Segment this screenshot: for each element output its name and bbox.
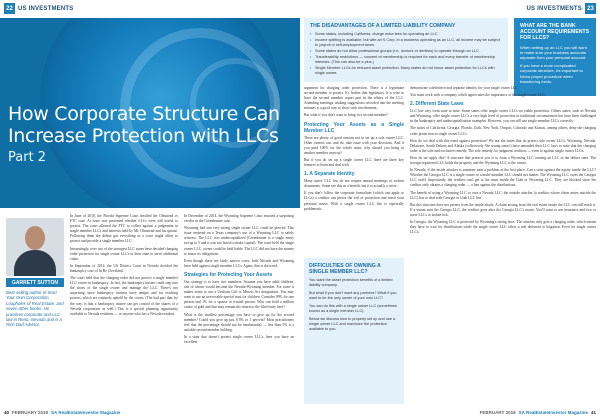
disadvantages-box	[304, 18, 508, 82]
hero-banner	[0, 18, 300, 208]
article-column-4	[410, 86, 596, 404]
article-part: Part 2	[8, 150, 47, 165]
right-page	[300, 0, 600, 419]
paragraph: argument for charging order protection. There is a legitimate second member to protect. It's further that legitimacy. It is wise to have the second member report part in the affairs of the LLC. Attending meetings, making suggestions recorded into the meeting minutes is a good way to show such involvement.	[304, 86, 404, 111]
list-item: • Some states, including California, charge extra fees for operating an LLC.	[310, 32, 502, 37]
author-photo	[6, 218, 64, 276]
sidebox-paragraph: When setting up an LLC you will want to make sure your business accounts separate from your personal account.	[520, 44, 587, 61]
paragraph: In December of 2014, the Wyoming Supreme Court enacted a surprising verdict in the Greenhunter case.	[184, 214, 294, 224]
paragraph: What is the smallest percentage you have to give up for the second member? Could you give up just 0.5% or 1 percent? Most practitioners feel that the percentage should not be insubstantial — less than 5% is a suitable second member holding.	[184, 312, 294, 332]
footer	[4, 408, 120, 417]
paragraph: LLC law vary from state to state. Some states offer single owner LLCs no viable protection. Others states, such as Nevada and Wyoming, offer single owner LLCs a very high level of protection in traditional circumstances but have been challenged in the bankruptcy and undercapitalization examples. However, you can still use single member LLCs correctly.	[410, 109, 596, 124]
footer-page-number: 40	[4, 410, 10, 415]
disadvantages-list	[310, 32, 502, 76]
subheading: Protecting Your Assets as a Single Member LLC	[304, 121, 404, 134]
author-body	[14, 250, 56, 276]
sidebox-title: WHAT ARE THE BANK ACCOUNT REQUIREMENTS FOR LLCS?	[520, 23, 590, 42]
box-paragraph: But what if you don't want any partners? What if you want to be the only owner of your own LLC?	[309, 291, 397, 301]
paragraph: The benefit of using a Wyoming LLC to own a Nevada LLC, the outside attacker (a creditor whose claim arises outside the LLC) has to deal with Georgia or Utah LLC law.	[410, 190, 596, 200]
subheading: Strategies for Protecting Your Assets	[184, 271, 273, 278]
list-item: • Single Member LLCs for reduced asset protection. Many states do not honor asset protection for LLCs with single owner.	[310, 66, 502, 76]
paragraph: Many states' LLC law do not require annual meetings or written documents. Some see this as a benefit, but it is actually a curse.	[304, 179, 404, 189]
paragraph: How do we deal with this trend against protection? We use the states that do protect sole owner LLCs. Wyoming, Nevada, Delaware, South Dakota and Alaska (collectively 'the strong states') have amended their LLC laws to state that the charging order is the sole and exclusive remedy. The sole remedy for judgment creditors — even to against single owner LLCs.	[410, 138, 596, 153]
paragraph: But what if you don't want to bring in a second member?	[304, 113, 388, 118]
footer-page-number: 41	[590, 410, 596, 415]
paragraph: Our strategy is to have two members. Assume you have adult children, one of whom would become the Nevada-Wyoming member. For some it makes sense to use a Uniform Gift to Minors Act designation. You may want to use an irrevocable special trust for children. Consider 99% for one person and 1% for a spouse or trusted person. Who can hold a million ounce of gold and that may remain the return to the filed entry here?	[184, 279, 294, 310]
box-paragraph: You can do this with a single owner LLC (sometimes known as a single member LLC).	[309, 304, 397, 314]
paragraph: But this structure does not protect from the inside attack. A claim arising from the real estate inside the LLC can still reach it. If a tenant sues the Georgia LLC, the creditor goes after the Georgia LLC's assets. You'll want to use insurance and two or more LLCs to isolate risk.	[410, 202, 596, 217]
article-column-1	[70, 214, 178, 404]
list-item: • Transferability restrictions — consent of membership is required for each and every transfer of membership interests. (This can also be a plus.)	[310, 55, 502, 65]
article-column-2	[184, 214, 294, 404]
paragraph: Wyoming had one very strong single owner LLC could be pierced. This issue centered on a Texas company's use of a Wyoming LLC to safely reinvest. The LLC was undercapitalized (Greenhunter is a single entity not up to 5 and it was not listed to make capital). The court held the single owner LLC, owner could be held liable. The LLC did not have the money to honor its obligations.	[184, 226, 294, 256]
section-label: US INVESTMENTS	[526, 5, 582, 12]
paragraph: The states of California, Georgia, Florida, Utah, New York, Oregon, Colorado and Kansas, among others, deny the charging order protection to single owner LLCs.	[410, 126, 596, 136]
paragraph: But if you do set up a single owner LLC there are three key features to learn and deal with.	[304, 157, 404, 168]
footer-date: FEBRUARY 2018	[12, 410, 49, 415]
paragraph: In a state that doesn't protect single owner LLCs, here you have an excellent	[184, 334, 294, 344]
footer-site: SA RealEstateInvestor Magazine	[51, 410, 121, 415]
list-item: • Some states do not allow professional groups (i.e., doctors or dentists) to operate through an LLC.	[310, 49, 502, 54]
paragraph: The court held that the charging order did not protect a single member LLC owner in bankruptcy. In fact, the bankruptcy trustee could step into the shoes of the single owner and manage the LLC. There's not surprising since bankruptcy trustees have unique and far reaching powers, which are routinely upheld by the courts. (The bad part that, by the way, is that a bankruptcy trustee can get control of the shares of a Nevada corporation as well.) This is a special planning opportunity available to Nevada residents — or anyone who has a Nevada resident.	[70, 276, 178, 316]
paragraph: If you don't follow the corporate formalities (which can apply to LLCs) a creditor can pierce the veil of protection and reach your personal assets. With a single owner LLC this is especially problematic.	[304, 191, 404, 211]
page-number-badge: 22	[4, 3, 15, 14]
sidebox-paragraph: If you have a more complicated corporate structure, it's important to follow proper procedure when transferring funds.	[520, 63, 583, 84]
author-name: GARRETT SUTTON	[6, 278, 64, 287]
paragraph: demonstrate a definitive and separate identity for your single owner LLC.	[410, 86, 519, 90]
page-number-badge: 23	[585, 3, 596, 14]
footer	[477, 408, 596, 417]
list-item: • Income splitting is available, but with an S Corp, in a business operating as an LLC, all income may be subject to payroll or self-employment taxes.	[310, 38, 502, 48]
paragraph: How do we apply this? A structure that protects you is to form a Wyoming LLC owning an LLC in the debtor state. The foreign-registered LLC holds the property and the Wyoming LLC is the owner.	[410, 155, 596, 166]
paragraph: In Georgia, the Wyoming LLC is protected by Wyoming's strong laws. The attacker only gets a charging order, which means they have to wait for distributions while the single owner LLC offers a real deterrent to litigation. Even for single owner LLCs.	[410, 219, 596, 235]
paragraph: There are plenty of good reasons not to set up a sole owner LLC. Other owners can, and do, take issue with your decisions. And if you paid 100% for the whole asset, why should you bring in another member anyway?	[304, 135, 404, 155]
author-head	[25, 226, 45, 250]
paragraph: You must work with a company which appreciates the importance of the single owner LLC.	[410, 93, 546, 98]
article-column-3	[304, 86, 404, 254]
section-label: US INVESTMENTS	[18, 5, 74, 12]
author-bio: Best-selling author of Start Your Own Corporation, Loopholes of Real Estate, and seven other books. He practices corporate and LLC law in Reno, Nevada and is a Rich Dad Advisor.	[6, 290, 64, 328]
section-header	[524, 3, 596, 14]
subheading: 2. Different State Laws	[410, 101, 464, 108]
bank-account-sidebox	[514, 18, 596, 96]
paragraph: In Nevada, if the inside attacker is someone near a problem at the first place. Can a state against the equity inside the LLC? Whether the Georgia LLC is a single owner or a multi-member LLC should not matter. The Wyoming LLC owns the Georgia LLC itself. Importantly, the creditor can't get at the asset inside the Utah or Wyoming LLC. They are blocked since the creditor only obtains a charging order — a lien against the distributions.	[410, 168, 596, 188]
paragraph: Interestingly, over two of the strongest LLC states have decided charging order protection for single owner LLCs in their state to serve additional value.	[70, 246, 178, 261]
box-paragraph: You want the asset protection benefits of a limited liability company.	[309, 278, 393, 288]
box-title: THE DISADVANTAGES OF A LIMITED LIABILITY COMPANY	[310, 23, 456, 29]
footer-site: SA RealEstateInvestor Magazine	[518, 410, 588, 415]
section-header	[4, 3, 73, 14]
paragraph: In June of 2010, the Florida Supreme Court decided the Olmstead vs FTC case. At issue was presented whether LLCs were still useful to protect. The court allowed the FTC to collect against a judgement in single member LLCs and interests held by Mr. Olmstead and his spouse. Following them the debtor got everything as a court might allow to protect and provide a single member LLC.	[70, 214, 178, 244]
paragraph: In September of 2014, the US District Court in Nevada decided the bankruptcy case of In Re Cleveland.	[70, 263, 178, 273]
difficulties-box	[304, 258, 404, 404]
article-title: How Corporate Structure Can Increase Protection with LLCs	[8, 103, 280, 147]
box-paragraph: Below we discuss how to properly set up and use a single owner LLC and maximize the protection available to you.	[309, 317, 396, 332]
footer-date: FEBRUARY 2018	[479, 410, 516, 415]
subheading: 1. A Separate Identity	[304, 171, 355, 178]
box-title: DIFFICULTIES OF OWNING A SINGLE MEMBER LLC?	[309, 263, 381, 276]
paragraph: Even though these are fairly narrow cases, both Nevada and Wyoming have held against single member LLCs. Again, that is the trend.	[184, 258, 294, 268]
